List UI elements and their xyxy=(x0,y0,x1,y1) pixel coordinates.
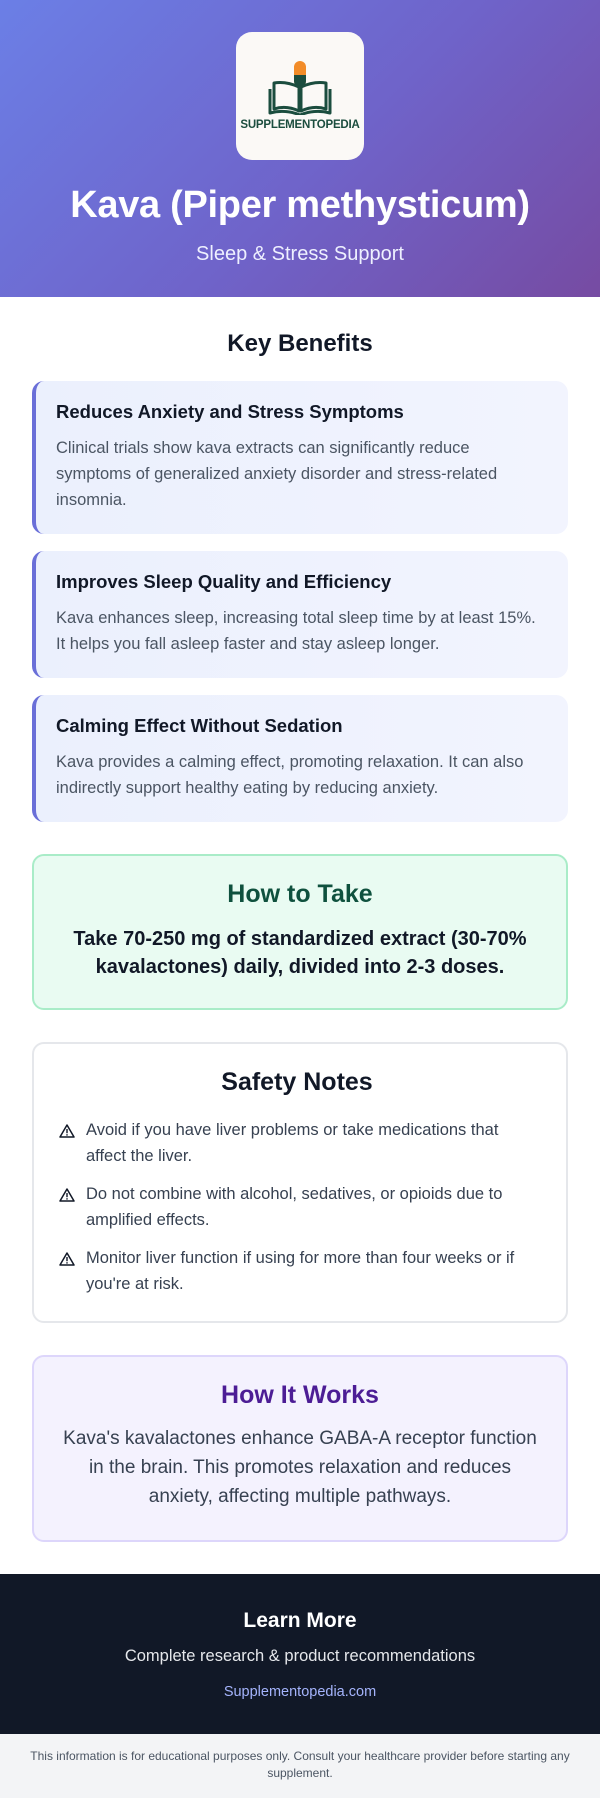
benefit-card xyxy=(32,551,568,678)
disclaimer: This information is for educational purposes only. Consult your healthcare provider before starting any supplement. xyxy=(0,1734,600,1798)
benefit-card xyxy=(32,695,568,822)
safety-item xyxy=(58,1117,536,1169)
footer-subtitle: Complete research & product recommendations xyxy=(124,1647,476,1665)
safety-list xyxy=(58,1117,536,1297)
dosage-text: Take 70-250 mg of standardized extract (30-70% kavalactones) daily, divided into 2-3 doses. xyxy=(73,928,527,978)
benefit-title: Reduces Anxiety and Stress Symptoms xyxy=(56,401,404,422)
page-subtitle: Sleep & Stress Support xyxy=(196,243,404,265)
warning-icon xyxy=(58,1117,86,1138)
dosage-card xyxy=(32,854,568,1010)
dosage-title: How to Take xyxy=(227,880,373,908)
benefit-title: Improves Sleep Quality and Efficiency xyxy=(56,571,392,592)
benefit-text: Kava provides a calming effect, promoting relaxation. It can also indirectly support healthy eating by reducing anxiety. xyxy=(56,753,524,797)
safety-item-text: Monitor liver function if using for more than four weeks or if you're at risk. xyxy=(86,1249,515,1293)
safety-title: Safety Notes xyxy=(221,1068,373,1096)
benefit-text: Kava enhances sleep, increasing total sleep time by at least 15%. It helps you fall asleep faster and stay asleep longer. xyxy=(56,609,536,653)
safety-item xyxy=(58,1245,536,1297)
open-book-capsule-icon xyxy=(268,61,332,115)
footer-title: Learn More xyxy=(243,1609,357,1632)
brand-logo xyxy=(236,32,364,160)
brand-logo-text: SUPPLEMENTOPEDIA xyxy=(240,119,360,131)
benefit-text: Clinical trials show kava extracts can significantly reduce symptoms of generalized anxiety disorder and stress-related insomnia. xyxy=(56,439,498,509)
page-title: Kava (Piper methysticum) xyxy=(70,184,530,226)
hero-header xyxy=(0,0,600,297)
mechanism-text: Kava's kavalactones enhance GABA-A receptor function in the brain. This promotes relaxation and reduces anxiety, affecting multiple pathways. xyxy=(63,1428,537,1507)
safety-item-text: Do not combine with alcohol, sedatives, or opioids due to amplified effects. xyxy=(86,1185,503,1229)
warning-icon xyxy=(58,1181,86,1202)
benefit-card xyxy=(32,381,568,534)
safety-item xyxy=(58,1181,536,1233)
benefits-section xyxy=(0,330,600,822)
benefit-title: Calming Effect Without Sedation xyxy=(56,715,343,736)
mechanism-title: How It Works xyxy=(221,1381,379,1409)
website-link[interactable]: Supplementopedia.com xyxy=(223,1684,377,1700)
mechanism-card xyxy=(32,1355,568,1542)
safety-item-text: Avoid if you have liver problems or take medications that affect the liver. xyxy=(86,1121,499,1165)
footer xyxy=(0,1574,600,1734)
benefits-title: Key Benefits xyxy=(227,330,373,357)
safety-card xyxy=(32,1042,568,1323)
warning-icon xyxy=(58,1245,86,1266)
